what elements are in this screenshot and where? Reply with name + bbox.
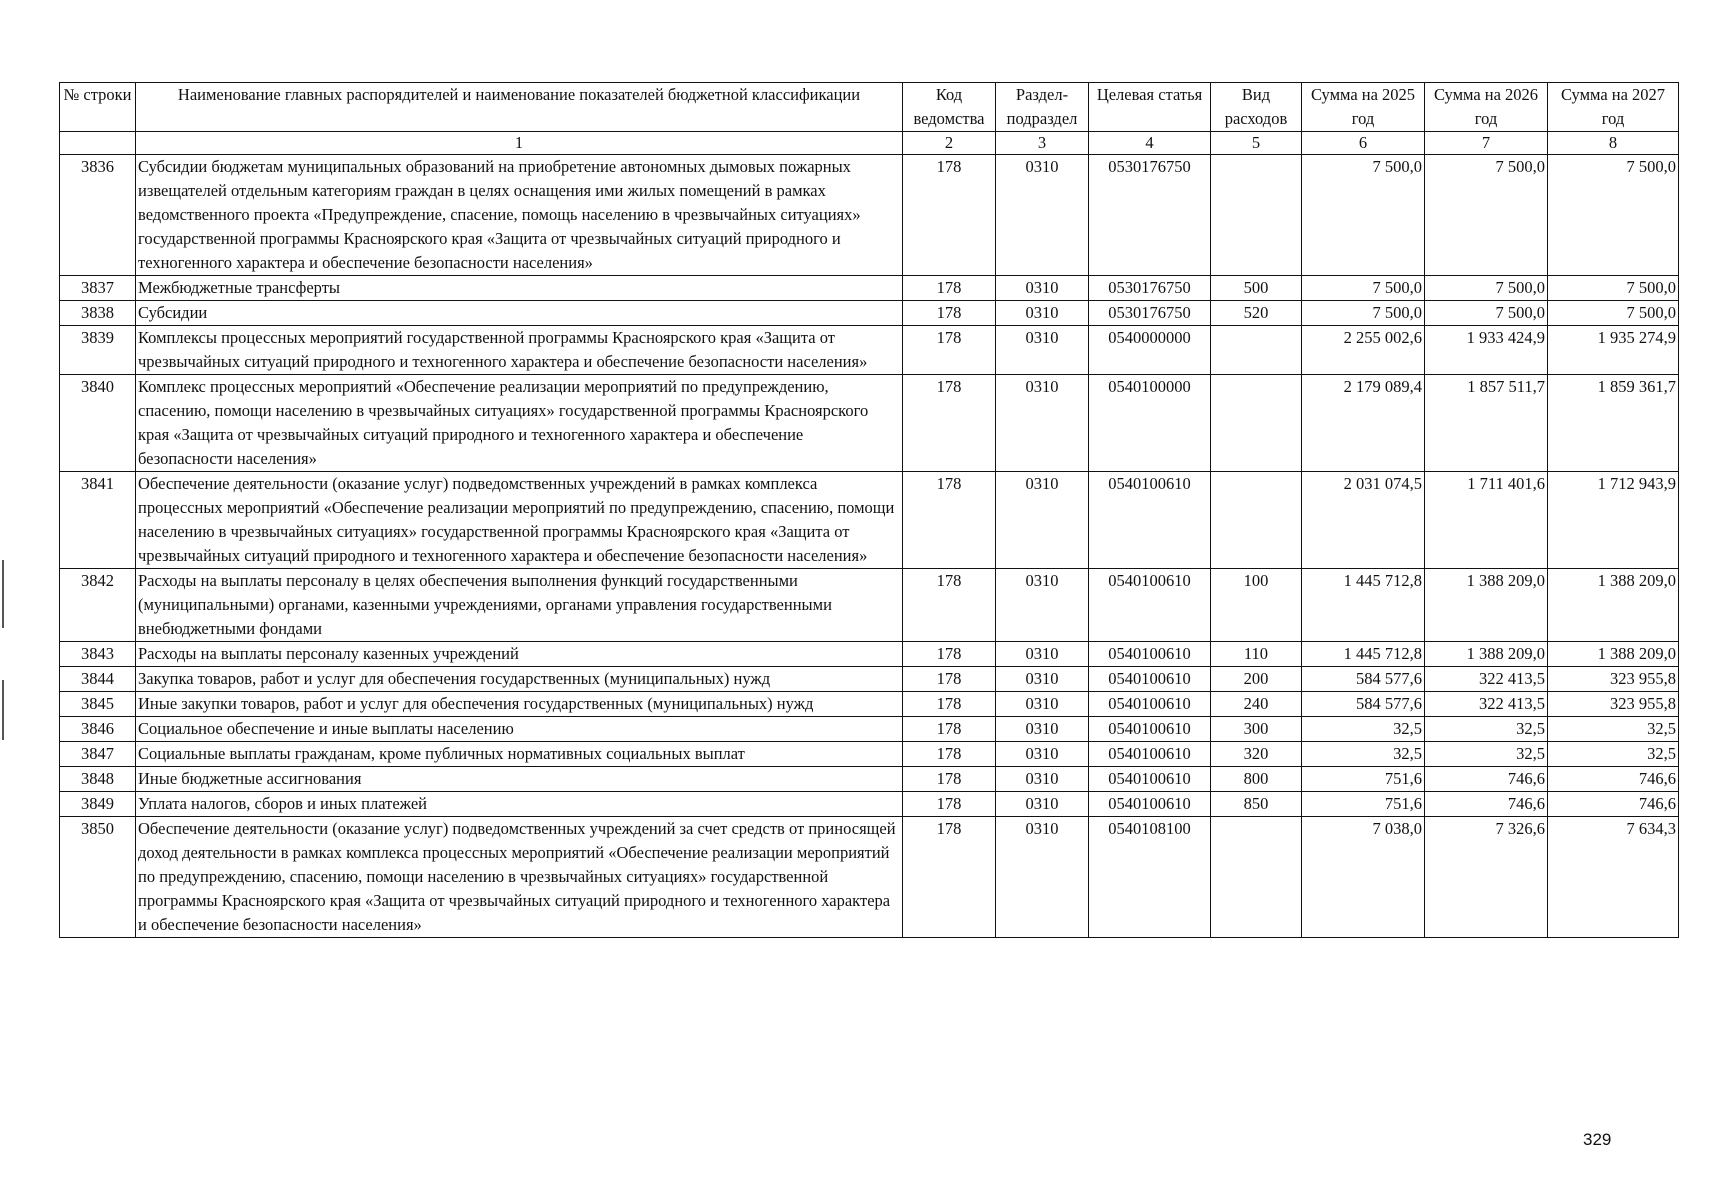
row-name: Межбюджетные трансферты — [136, 276, 903, 301]
row-number: 3848 — [60, 767, 136, 792]
row-number: 3838 — [60, 301, 136, 326]
sum-2025: 32,5 — [1302, 742, 1425, 767]
target-article: 0540000000 — [1089, 326, 1211, 375]
row-name: Комплексы процессных мероприятий государственной программы Красноярского края «Защита от чрезвычайных ситуаций природного и техногенного характера и обеспечение безопасности населения» — [136, 326, 903, 375]
row-number: 3840 — [60, 375, 136, 472]
scan-artifact — [2, 560, 4, 628]
department-code: 178 — [903, 792, 996, 817]
sum-2026: 32,5 — [1425, 717, 1548, 742]
department-code: 178 — [903, 692, 996, 717]
target-article: 0540100610 — [1089, 742, 1211, 767]
department-code: 178 — [903, 326, 996, 375]
row-name: Комплекс процессных мероприятий «Обеспечение реализации мероприятий по предупреждению, спасению, помощи населению в чрезвычайных ситуациях» государственной программы Красноярского края «Защита от чрезвычайных ситуаций природного и техногенного характера и обеспечение безопасности населения» — [136, 375, 903, 472]
page-number: 329 — [1583, 1130, 1612, 1149]
sum-2027: 7 634,3 — [1548, 817, 1679, 938]
table-row — [60, 742, 1679, 767]
sum-2025: 32,5 — [1302, 717, 1425, 742]
row-name: Социальные выплаты гражданам, кроме публичных нормативных социальных выплат — [136, 742, 903, 767]
table-row — [60, 667, 1679, 692]
table-row — [60, 817, 1679, 938]
column-numbers-row — [60, 132, 1679, 155]
expense-type: 200 — [1211, 667, 1302, 692]
expense-type: 110 — [1211, 642, 1302, 667]
section-code: 0310 — [996, 642, 1089, 667]
table-row — [60, 717, 1679, 742]
sum-2025: 2 031 074,5 — [1302, 472, 1425, 569]
table-row — [60, 692, 1679, 717]
row-name: Обеспечение деятельности (оказание услуг) подведомственных учреждений в рамках комплекса процессных мероприятий «Обеспечение реализации мероприятий по предупреждению, спасению, помощи населению в чрезвычайных ситуациях» государственной программы Красноярского края «Защита от чрезвычайных ситуаций природного и техногенного характера и обеспечение безопасности населения» — [136, 472, 903, 569]
expense-type — [1211, 326, 1302, 375]
section-code: 0310 — [996, 667, 1089, 692]
table-row — [60, 301, 1679, 326]
section-code: 0310 — [996, 375, 1089, 472]
section-code: 0310 — [996, 767, 1089, 792]
sum-2027: 1 935 274,9 — [1548, 326, 1679, 375]
row-number: 3844 — [60, 667, 136, 692]
department-code: 178 — [903, 155, 996, 276]
target-article: 0540100610 — [1089, 667, 1211, 692]
section-code: 0310 — [996, 155, 1089, 276]
expense-type — [1211, 155, 1302, 276]
target-article: 0540100610 — [1089, 569, 1211, 642]
table-body — [60, 155, 1679, 938]
sum-2027: 746,6 — [1548, 767, 1679, 792]
sum-2026: 1 388 209,0 — [1425, 642, 1548, 667]
sum-2027: 1 388 209,0 — [1548, 569, 1679, 642]
header-sum-2025: Сумма на 2025 год — [1302, 83, 1425, 132]
header-row — [60, 83, 1679, 132]
department-code: 178 — [903, 642, 996, 667]
sum-2027: 32,5 — [1548, 742, 1679, 767]
sum-2027: 32,5 — [1548, 717, 1679, 742]
expense-type — [1211, 375, 1302, 472]
row-name: Обеспечение деятельности (оказание услуг) подведомственных учреждений за счет средств от приносящей доход деятельности в рамках комплекса процессных мероприятий «Обеспечение реализации мероприятий по предупреждению, спасению, помощи населению в чрезвычайных ситуациях» государственной программы Красноярского края «Защита от чрезвычайных ситуаций природного и техногенного характера и обеспечение безопасности населения» — [136, 817, 903, 938]
target-article: 0540100610 — [1089, 642, 1211, 667]
target-article: 0540108100 — [1089, 817, 1211, 938]
sum-2026: 7 500,0 — [1425, 155, 1548, 276]
expense-type: 320 — [1211, 742, 1302, 767]
department-code: 178 — [903, 742, 996, 767]
table-row — [60, 792, 1679, 817]
row-number: 3845 — [60, 692, 136, 717]
sum-2026: 746,6 — [1425, 792, 1548, 817]
sum-2027: 323 955,8 — [1548, 667, 1679, 692]
section-code: 0310 — [996, 472, 1089, 569]
column-number: 5 — [1211, 132, 1302, 155]
row-number: 3841 — [60, 472, 136, 569]
target-article: 0540100610 — [1089, 717, 1211, 742]
sum-2025: 584 577,6 — [1302, 667, 1425, 692]
department-code: 178 — [903, 472, 996, 569]
column-number — [60, 132, 136, 155]
table-row — [60, 155, 1679, 276]
department-code: 178 — [903, 301, 996, 326]
section-code: 0310 — [996, 276, 1089, 301]
section-code: 0310 — [996, 817, 1089, 938]
row-number: 3847 — [60, 742, 136, 767]
row-number: 3836 — [60, 155, 136, 276]
sum-2027: 7 500,0 — [1548, 155, 1679, 276]
expense-type: 240 — [1211, 692, 1302, 717]
column-number: 1 — [136, 132, 903, 155]
row-name: Уплата налогов, сборов и иных платежей — [136, 792, 903, 817]
row-number: 3849 — [60, 792, 136, 817]
expense-type: 850 — [1211, 792, 1302, 817]
row-name: Расходы на выплаты персоналу в целях обеспечения выполнения функций государственными (муниципальными) органами, казенными учреждениями, органами управления государственными внебюджетными фондами — [136, 569, 903, 642]
department-code: 178 — [903, 767, 996, 792]
sum-2026: 1 857 511,7 — [1425, 375, 1548, 472]
header-sum-2027: Сумма на 2027 год — [1548, 83, 1679, 132]
department-code: 178 — [903, 717, 996, 742]
row-number: 3837 — [60, 276, 136, 301]
sum-2026: 1 388 209,0 — [1425, 569, 1548, 642]
header-section: Раздел-подраздел — [996, 83, 1089, 132]
row-name: Иные закупки товаров, работ и услуг для обеспечения государственных (муниципальных) нужд — [136, 692, 903, 717]
target-article: 0540100610 — [1089, 767, 1211, 792]
sum-2026: 1 711 401,6 — [1425, 472, 1548, 569]
sum-2026: 746,6 — [1425, 767, 1548, 792]
row-name: Субсидии — [136, 301, 903, 326]
table-row — [60, 642, 1679, 667]
sum-2026: 7 326,6 — [1425, 817, 1548, 938]
department-code: 178 — [903, 667, 996, 692]
expense-type: 520 — [1211, 301, 1302, 326]
header-department-code: Код ведомства — [903, 83, 996, 132]
table-row — [60, 326, 1679, 375]
sum-2025: 2 179 089,4 — [1302, 375, 1425, 472]
row-name: Субсидии бюджетам муниципальных образований на приобретение автономных дымовых пожарных извещателей отдельным категориям граждан в целях оснащения ими жилых помещений в рамках ведомственного проекта «Предупреждение, спасение, помощь населению в чрезвычайных ситуациях» государственной программы Красноярского края «Защита от чрезвычайных ситуаций природного и техногенного характера и обеспечение безопасности населения» — [136, 155, 903, 276]
row-number: 3839 — [60, 326, 136, 375]
department-code: 178 — [903, 817, 996, 938]
sum-2027: 746,6 — [1548, 792, 1679, 817]
sum-2026: 7 500,0 — [1425, 301, 1548, 326]
section-code: 0310 — [996, 301, 1089, 326]
sum-2025: 7 500,0 — [1302, 301, 1425, 326]
row-name: Социальное обеспечение и иные выплаты населению — [136, 717, 903, 742]
header-expense-type: Вид расходов — [1211, 83, 1302, 132]
department-code: 178 — [903, 375, 996, 472]
sum-2026: 1 933 424,9 — [1425, 326, 1548, 375]
sum-2025: 7 500,0 — [1302, 155, 1425, 276]
sum-2025: 1 445 712,8 — [1302, 569, 1425, 642]
table-row — [60, 375, 1679, 472]
sum-2025: 751,6 — [1302, 792, 1425, 817]
section-code: 0310 — [996, 326, 1089, 375]
sum-2027: 7 500,0 — [1548, 276, 1679, 301]
sum-2027: 7 500,0 — [1548, 301, 1679, 326]
header-sum-2026: Сумма на 2026 год — [1425, 83, 1548, 132]
target-article: 0540100610 — [1089, 472, 1211, 569]
column-number: 4 — [1089, 132, 1211, 155]
expense-type — [1211, 472, 1302, 569]
row-name: Иные бюджетные ассигнования — [136, 767, 903, 792]
expense-type: 500 — [1211, 276, 1302, 301]
scan-artifact — [2, 680, 4, 740]
sum-2027: 1 712 943,9 — [1548, 472, 1679, 569]
section-code: 0310 — [996, 742, 1089, 767]
column-number: 2 — [903, 132, 996, 155]
header-name: Наименование главных распорядителей и наименование показателей бюджетной классификации — [136, 83, 903, 132]
sum-2025: 2 255 002,6 — [1302, 326, 1425, 375]
sum-2026: 32,5 — [1425, 742, 1548, 767]
sum-2025: 7 500,0 — [1302, 276, 1425, 301]
row-name: Расходы на выплаты персоналу казенных учреждений — [136, 642, 903, 667]
table-row — [60, 276, 1679, 301]
budget-table — [59, 82, 1679, 938]
sum-2026: 322 413,5 — [1425, 667, 1548, 692]
sum-2025: 7 038,0 — [1302, 817, 1425, 938]
section-code: 0310 — [996, 717, 1089, 742]
target-article: 0530176750 — [1089, 276, 1211, 301]
column-number: 3 — [996, 132, 1089, 155]
row-number: 3846 — [60, 717, 136, 742]
sum-2025: 1 445 712,8 — [1302, 642, 1425, 667]
section-code: 0310 — [996, 692, 1089, 717]
table-row — [60, 569, 1679, 642]
table-row — [60, 472, 1679, 569]
target-article: 0540100610 — [1089, 792, 1211, 817]
sum-2027: 1 859 361,7 — [1548, 375, 1679, 472]
sum-2025: 584 577,6 — [1302, 692, 1425, 717]
expense-type: 100 — [1211, 569, 1302, 642]
sum-2027: 1 388 209,0 — [1548, 642, 1679, 667]
column-number: 7 — [1425, 132, 1548, 155]
header-row-number: № строки — [60, 83, 136, 132]
target-article: 0540100000 — [1089, 375, 1211, 472]
column-number: 6 — [1302, 132, 1425, 155]
department-code: 178 — [903, 276, 996, 301]
target-article: 0530176750 — [1089, 155, 1211, 276]
target-article: 0540100610 — [1089, 692, 1211, 717]
sum-2025: 751,6 — [1302, 767, 1425, 792]
target-article: 0530176750 — [1089, 301, 1211, 326]
sum-2027: 323 955,8 — [1548, 692, 1679, 717]
section-code: 0310 — [996, 569, 1089, 642]
row-number: 3842 — [60, 569, 136, 642]
table-row — [60, 767, 1679, 792]
row-number: 3843 — [60, 642, 136, 667]
expense-type: 800 — [1211, 767, 1302, 792]
expense-type — [1211, 817, 1302, 938]
expense-type: 300 — [1211, 717, 1302, 742]
column-number: 8 — [1548, 132, 1679, 155]
sum-2026: 322 413,5 — [1425, 692, 1548, 717]
department-code: 178 — [903, 569, 996, 642]
section-code: 0310 — [996, 792, 1089, 817]
sum-2026: 7 500,0 — [1425, 276, 1548, 301]
row-name: Закупка товаров, работ и услуг для обеспечения государственных (муниципальных) нужд — [136, 667, 903, 692]
header-target-article: Целевая статья — [1089, 83, 1211, 132]
row-number: 3850 — [60, 817, 136, 938]
